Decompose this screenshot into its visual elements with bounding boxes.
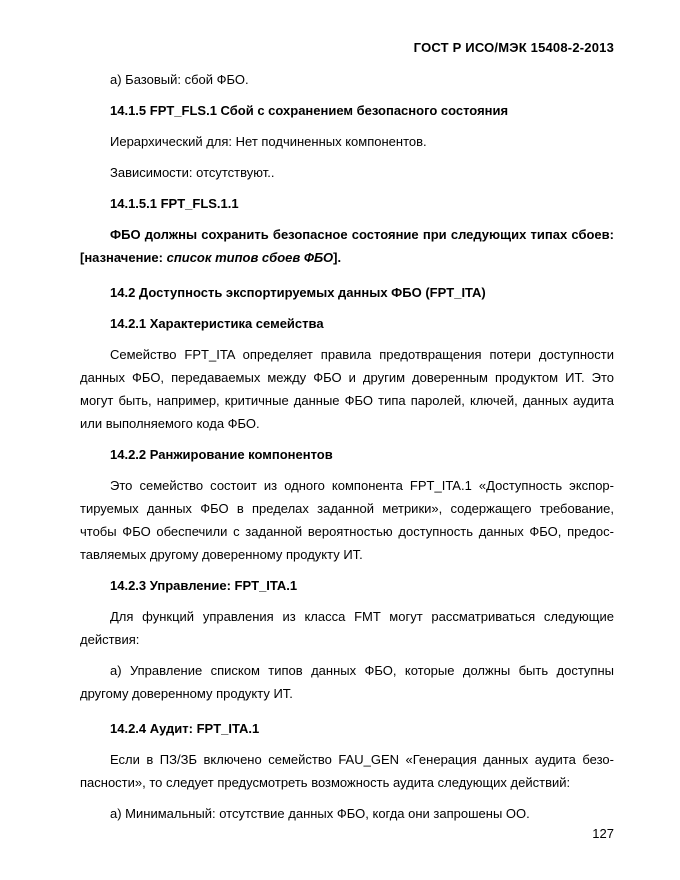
- page-number: 127: [592, 826, 614, 841]
- audit-item-minimal: а) Минимальный: отсутствие данных ФБО, когда они запрошены ОО.: [110, 806, 530, 821]
- management-item-a: а) Управление списком типов данных ФБО, которые должны быть доступны другому доверенному продукту ИТ.: [80, 663, 614, 701]
- hierarchical-text: Иерархический для: Нет подчиненных компонентов.: [110, 134, 427, 149]
- element-heading-14-1-5-1: 14.1.5.1 FPT_FLS.1.1: [110, 196, 239, 211]
- management-text: Для функций управления из класса FMT могут рассматриваться следующие действия:: [80, 609, 614, 647]
- section-heading-14-1-5: 14.1.5 FPT_FLS.1 Сбой с сохранением безопасного состояния: [110, 103, 509, 118]
- section-heading-14-2-2: 14.2.2 Ранжирование компонентов: [110, 447, 333, 462]
- page-content: [80, 68, 614, 825]
- section-heading-14-2-4: 14.2.4 Аудит: FPT_ITA.1: [110, 721, 260, 736]
- section-heading-14-2-3: 14.2.3 Управление: FPT_ITA.1: [110, 578, 298, 593]
- requirement-end: ].: [333, 250, 342, 265]
- section-heading-14-2: 14.2 Доступность экспортируемых данных ФБО (FPT_ITA): [110, 285, 486, 300]
- section-heading-14-2-1: 14.2.1 Характеристика семейства: [110, 316, 324, 331]
- component-levelling-text: Это семейство состоит из одного компонента FPT_ITA.1 «Доступность экспортируемых данных ФБО в пределах заданной метрики», содержащего требование, чтобы ФБО обеспечили с заданной вероятностью доступность данных ФБО, предоставляемых другому доверенному продукту ИТ.: [80, 478, 614, 562]
- requirement-main: ФБО должны сохранить безопасное состояние при следующих типах сбоев: [назначение:: [80, 227, 614, 265]
- family-behaviour-text: Семейство FPT_ITA определяет правила предотвращения потери доступности данных ФБО, передаваемых между ФБО и другим доверенным продуктом ИТ. Это могут быть, например, критичные данные ФБО типа паролей, ключей, данных аудита или выполняемого кода ФБО.: [80, 347, 614, 431]
- document-header: ГОСТ Р ИСО/МЭК 15408-2-2013: [413, 40, 614, 55]
- dependencies-text: Зависимости: отсутствуют..: [110, 165, 275, 180]
- list-item-basic: а) Базовый: сбой ФБО.: [110, 72, 249, 87]
- audit-text: Если в ПЗ/ЗБ включено семейство FAU_GEN «Генерация данных аудита безопасности», то следует предусмотреть возможность аудита следующих действий:: [80, 752, 614, 790]
- requirement-assignment: список типов сбоев ФБО: [166, 250, 334, 265]
- requirement-text: [80, 223, 614, 269]
